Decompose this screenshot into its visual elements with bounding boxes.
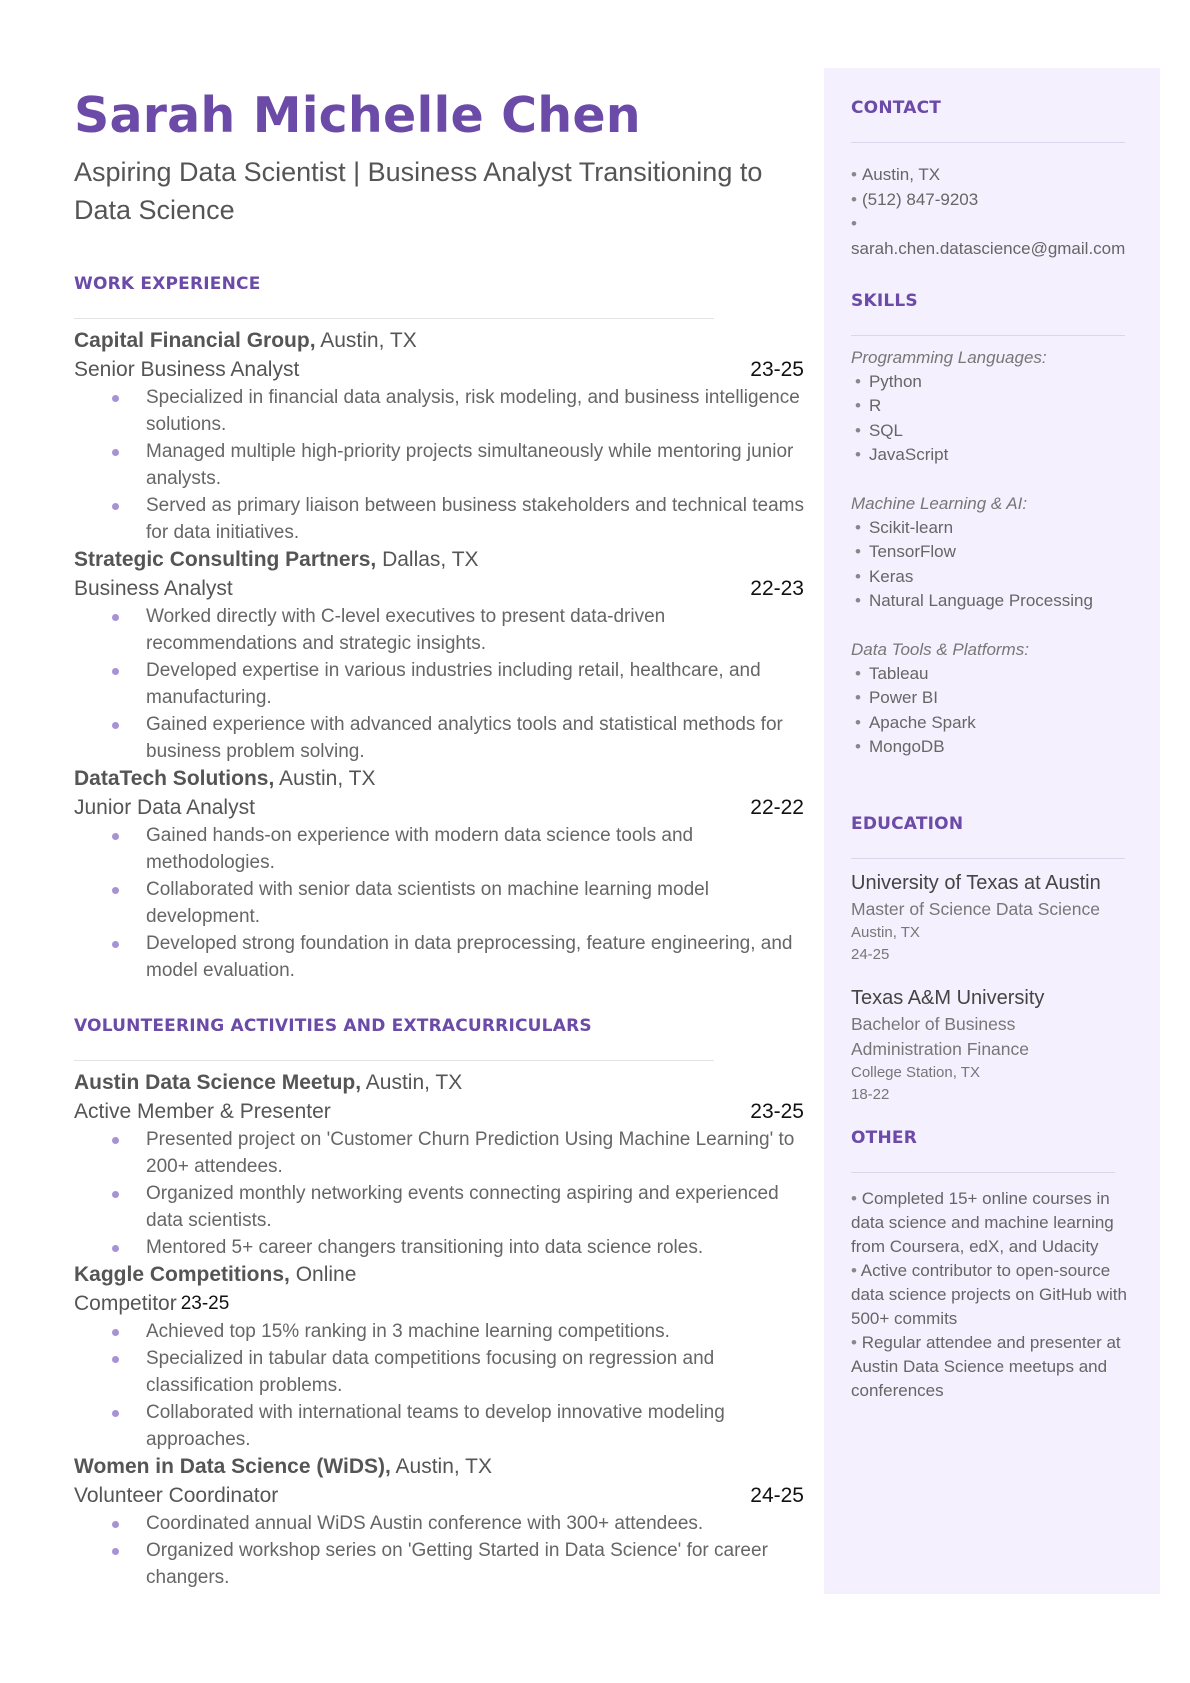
entry-header xyxy=(74,765,804,793)
entry-bullets xyxy=(74,603,804,765)
entry-org: Women in Data Science (WiDS), xyxy=(74,1454,391,1478)
edu-school: University of Texas at Austin xyxy=(851,871,1101,894)
volunteer-entry xyxy=(74,1261,804,1453)
skill-category-name: Data Tools & Platforms: xyxy=(851,639,1029,659)
volunteer-entry xyxy=(74,1453,804,1591)
entry-org: Strategic Consulting Partners, xyxy=(74,547,377,571)
skill-list xyxy=(851,370,1127,468)
bullet-item: Managed multiple high-priority projects simultaneously while mentoring junior analysts. xyxy=(146,438,804,492)
entry-dates: 22-23 xyxy=(750,576,804,600)
section-divider xyxy=(851,1172,1115,1173)
bullet-item: Organized monthly networking events connecting aspiring and experienced data scientists. xyxy=(146,1180,804,1234)
other-item: • Regular attendee and presenter at Austin Data Science meetups and conferences xyxy=(851,1332,1121,1400)
contact-email-row: • xyxy=(851,214,857,233)
skill-item: • Tableau xyxy=(855,663,929,683)
bullet-item: Developed strong foundation in data preprocessing, feature engineering, and model evaluation. xyxy=(146,930,804,984)
section-divider xyxy=(74,318,714,319)
bullet-item: Coordinated annual WiDS Austin conference with 300+ attendees. xyxy=(146,1510,804,1537)
bullet-item: Developed expertise in various industries including retail, healthcare, and manufacturing. xyxy=(146,657,804,711)
work-entry xyxy=(74,546,804,765)
entry-header xyxy=(74,1261,804,1289)
edu-degree: Master of Science Data Science xyxy=(851,898,1101,919)
headline: Aspiring Data Scientist | Business Analyst Transitioning to Data Science xyxy=(74,156,763,225)
entry-location: Online xyxy=(295,1262,357,1286)
skill-item: • SQL xyxy=(855,420,903,440)
entry-role: Competitor xyxy=(74,1291,177,1315)
skill-item: • Apache Spark xyxy=(855,712,976,732)
entry-bullets xyxy=(74,384,804,546)
contact-title: CONTACT xyxy=(851,98,942,118)
entry-header xyxy=(74,546,804,574)
bullet-item: Mentored 5+ career changers transitioning into data science roles. xyxy=(146,1234,804,1261)
skill-item: • Scikit-learn xyxy=(855,517,954,537)
entry-role-row xyxy=(74,1481,804,1510)
bullet-item: Gained experience with advanced analytics tools and statistical methods for business problem solving. xyxy=(146,711,804,765)
volunteer-entry xyxy=(74,1069,804,1261)
entry-dates: 22-22 xyxy=(750,795,804,819)
entry-location: Austin, TX xyxy=(279,766,376,790)
edu-location: Austin, TX xyxy=(851,923,920,941)
entry-role-row xyxy=(74,793,804,822)
entry-role: Active Member & Presenter xyxy=(74,1099,331,1123)
bullet-item: Organized workshop series on 'Getting Started in Data Science' for career changers. xyxy=(146,1537,804,1591)
skill-item: • Power BI xyxy=(855,688,938,707)
edu-dates: 18-22 xyxy=(851,1085,890,1103)
bullet-item: Gained hands-on experience with modern data science tools and methodologies. xyxy=(146,822,804,876)
entry-bullets xyxy=(74,1318,804,1453)
entry-role: Senior Business Analyst xyxy=(74,357,300,381)
skill-category xyxy=(851,492,1127,614)
education-entry xyxy=(851,984,1127,1106)
entry-dates: 23-25 xyxy=(180,1292,230,1314)
edu-dates: 24-25 xyxy=(851,945,890,963)
skill-category-name: Programming Languages: xyxy=(851,347,1047,367)
entry-role: Volunteer Coordinator xyxy=(74,1483,279,1507)
skill-category xyxy=(851,638,1127,760)
work-entry xyxy=(74,327,804,546)
entry-role-row xyxy=(74,574,804,603)
entry-org: Austin Data Science Meetup, xyxy=(74,1070,362,1094)
edu-location: College Station, TX xyxy=(851,1063,980,1081)
entry-bullets xyxy=(74,1126,804,1261)
skill-item: • R xyxy=(855,396,882,415)
entry-dates: 23-25 xyxy=(750,357,804,381)
section-divider xyxy=(851,858,1125,859)
section-divider xyxy=(74,1060,714,1061)
entry-role: Junior Data Analyst xyxy=(74,795,255,819)
bullet-item: Collaborated with international teams to develop innovative modeling approaches. xyxy=(146,1399,804,1453)
entry-org: Kaggle Competitions, xyxy=(74,1262,290,1286)
other-list xyxy=(851,1187,1127,1403)
skill-category-name: Machine Learning & AI: xyxy=(851,493,1028,513)
education-title: EDUCATION xyxy=(851,813,964,834)
entry-location: Austin, TX xyxy=(395,1454,493,1478)
skill-item: • Natural Language Processing xyxy=(855,591,1093,610)
bullet-item: Collaborated with senior data scientists on machine learning model development. xyxy=(146,876,804,930)
entry-role-row xyxy=(74,355,804,384)
main-column xyxy=(74,87,804,1591)
contact-phone: • (512) 847-9203 xyxy=(851,189,979,209)
bullet-item: Achieved top 15% ranking in 3 machine learning competitions. xyxy=(146,1318,804,1345)
entry-dates: 24-25 xyxy=(750,1483,804,1507)
candidate-name: Sarah Michelle Chen xyxy=(74,87,641,144)
entry-location: Dallas, TX xyxy=(382,547,479,571)
skill-item: • Python xyxy=(855,371,922,391)
bullet-item: Presented project on 'Customer Churn Prediction Using Machine Learning' to 200+ attendees. xyxy=(146,1126,804,1180)
entry-org: Capital Financial Group, xyxy=(74,328,316,352)
entry-role: Business Analyst xyxy=(74,576,233,600)
entry-dates: 23-25 xyxy=(750,1099,804,1123)
skill-item: • JavaScript xyxy=(855,445,949,464)
entry-bullets xyxy=(74,1510,804,1591)
section-divider xyxy=(851,335,1125,336)
contact-list xyxy=(851,163,1127,237)
bullet-item: Worked directly with C-level executives to present data-driven recommendations and strategic insights. xyxy=(146,603,804,657)
skill-category xyxy=(851,346,1127,468)
entry-role-row xyxy=(74,1289,804,1318)
skill-list xyxy=(851,516,1127,614)
work-experience-title: WORK EXPERIENCE xyxy=(74,273,261,294)
entry-bullets xyxy=(74,822,804,984)
skills-title: SKILLS xyxy=(851,290,918,311)
skill-item: • Keras xyxy=(855,566,914,586)
entry-org: DataTech Solutions, xyxy=(74,766,275,790)
sidebar xyxy=(824,68,1160,1594)
skill-item: • MongoDB xyxy=(855,737,945,756)
section-divider xyxy=(851,142,1125,143)
contact-email[interactable]: sarah.chen.datascience@gmail.com xyxy=(851,238,1126,258)
other-item: • Completed 15+ online courses in data science and machine learning from Coursera, edX, and Udacity xyxy=(851,1188,1114,1256)
bullet-item: Specialized in tabular data competitions focusing on regression and classification problems. xyxy=(146,1345,804,1399)
bullet-item: Served as primary liaison between business stakeholders and technical teams for data initiatives. xyxy=(146,492,804,546)
entry-header xyxy=(74,1069,804,1097)
entry-location: Austin, TX xyxy=(365,1070,463,1094)
work-entry xyxy=(74,765,804,984)
skill-item: • TensorFlow xyxy=(855,542,956,561)
other-title: OTHER xyxy=(851,1127,917,1148)
volunteering-title: VOLUNTEERING ACTIVITIES AND EXTRACURRICULARS xyxy=(74,1015,592,1036)
other-item: • Active contributor to open-source data science projects on GitHub with 500+ commits xyxy=(851,1260,1127,1328)
education-entry xyxy=(851,869,1127,966)
entry-header xyxy=(74,1453,804,1481)
edu-degree: Bachelor of Business Administration Finance xyxy=(851,1013,1029,1059)
bullet-item: Specialized in financial data analysis, risk modeling, and business intelligence solutions. xyxy=(146,384,804,438)
entry-role-row xyxy=(74,1097,804,1126)
contact-location: • Austin, TX xyxy=(851,165,941,184)
entry-location: Austin, TX xyxy=(320,328,417,352)
skill-list xyxy=(851,662,1127,760)
edu-school: Texas A&M University xyxy=(851,986,1045,1009)
entry-header xyxy=(74,327,804,355)
